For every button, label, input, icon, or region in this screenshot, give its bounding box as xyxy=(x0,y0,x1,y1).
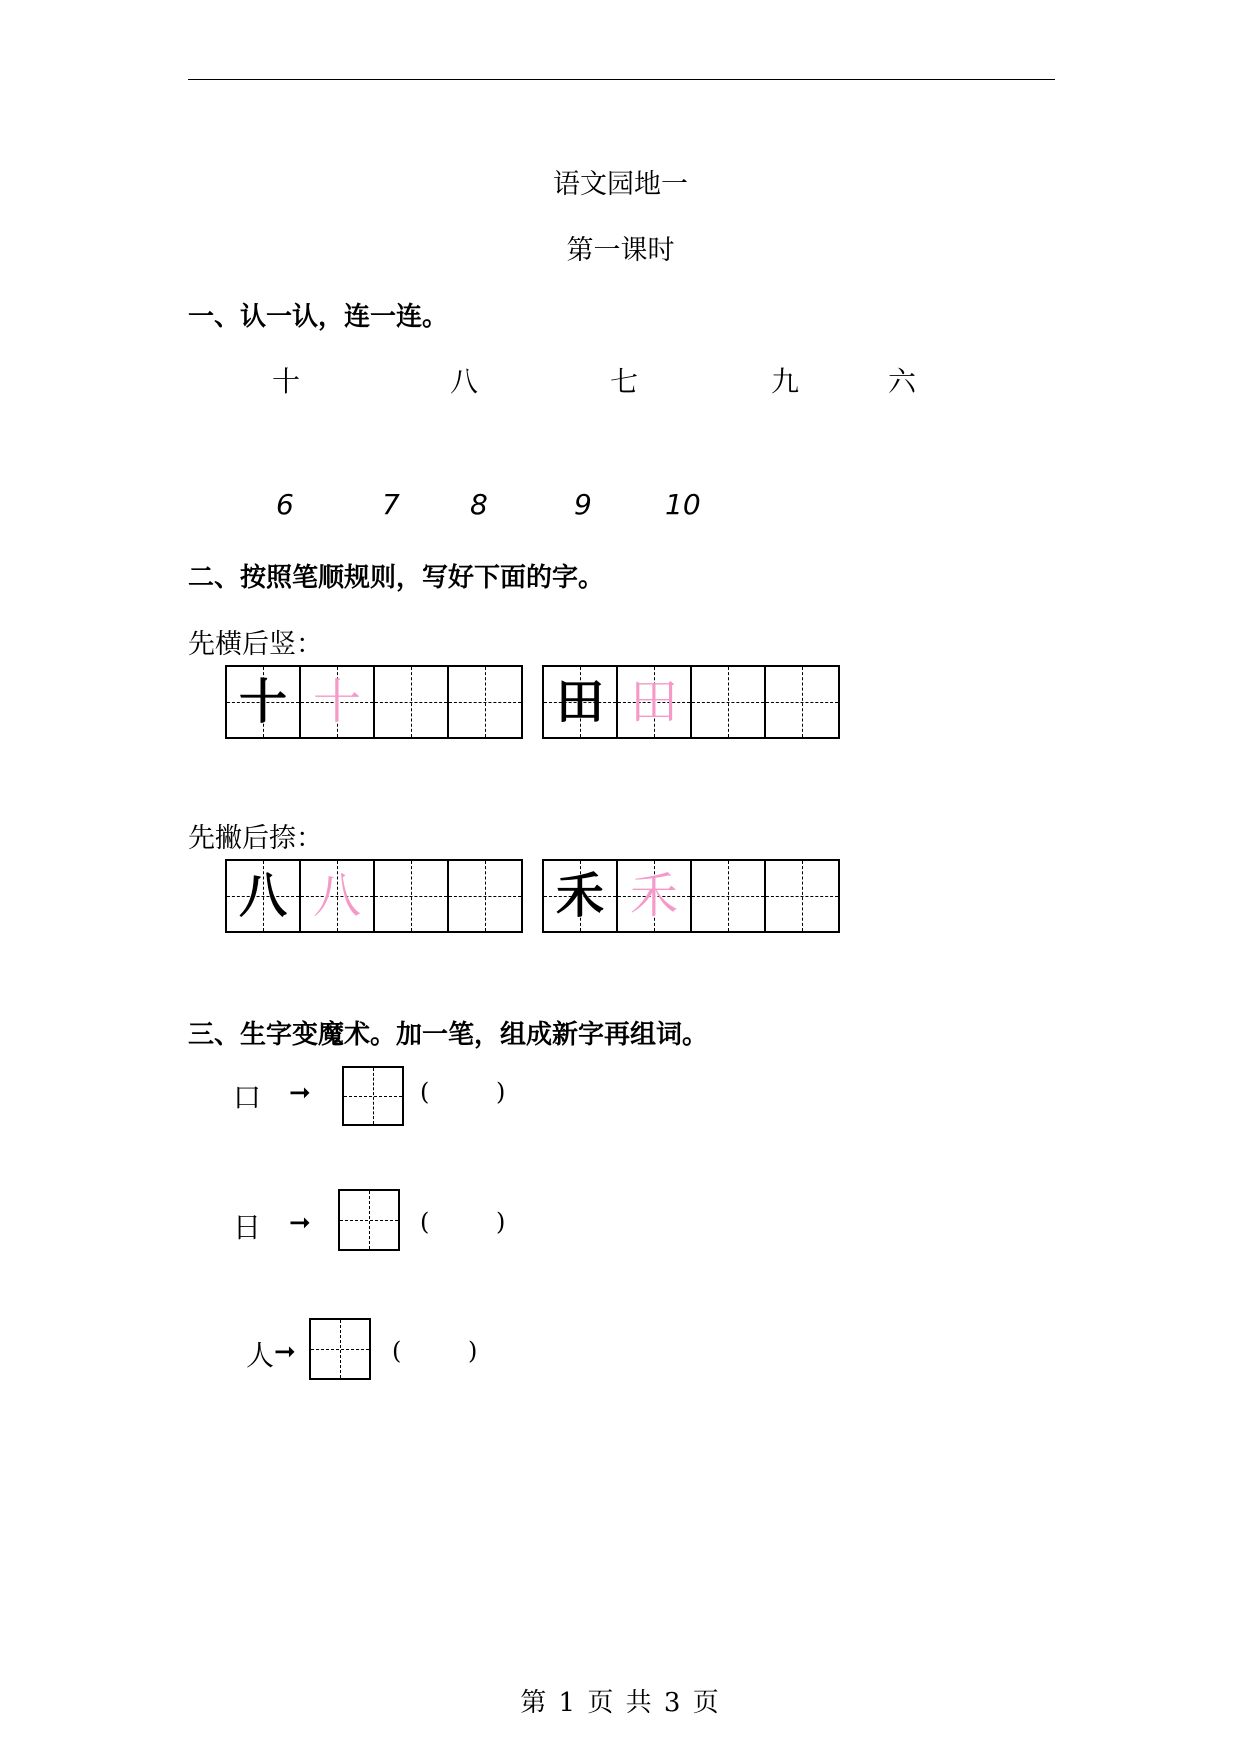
word-blank[interactable] xyxy=(438,1074,498,1110)
writing-cell[interactable] xyxy=(764,859,840,933)
match-number[interactable]: 10 xyxy=(665,488,701,521)
close-paren: ) xyxy=(496,1208,506,1236)
match-number[interactable]: 7 xyxy=(382,488,400,521)
section2-heading: 二、按照笔顺规则，写好下面的字。 xyxy=(188,563,605,593)
base-character: 人 xyxy=(246,1339,275,1372)
writing-cell[interactable] xyxy=(764,665,840,739)
writing-grid-row xyxy=(542,859,840,933)
trace-cell[interactable] xyxy=(299,859,375,933)
writing-grid-row xyxy=(225,665,523,739)
model-cell xyxy=(225,665,301,739)
open-paren: ( xyxy=(392,1337,402,1365)
trace-cell[interactable] xyxy=(616,665,692,739)
answer-box[interactable] xyxy=(338,1189,400,1251)
trace-character: 十 xyxy=(312,674,361,730)
writing-cell[interactable] xyxy=(373,665,449,739)
open-paren: ( xyxy=(420,1208,430,1236)
writing-cell[interactable] xyxy=(447,665,523,739)
trace-character: 八 xyxy=(312,868,361,924)
match-number[interactable]: 6 xyxy=(276,488,294,521)
trace-character: 禾 xyxy=(629,868,678,924)
word-blank[interactable] xyxy=(410,1333,470,1369)
base-character: 口 xyxy=(233,1081,262,1114)
answer-box[interactable] xyxy=(309,1318,371,1380)
arrow-icon: ➞ xyxy=(289,1078,311,1108)
writing-cell[interactable] xyxy=(447,859,523,933)
base-character: 日 xyxy=(233,1211,262,1244)
trace-cell[interactable] xyxy=(299,665,375,739)
writing-cell[interactable] xyxy=(690,665,766,739)
section1-heading: 一、认一认，连一连。 xyxy=(188,302,449,332)
close-paren: ) xyxy=(496,1078,506,1106)
model-character: 禾 xyxy=(555,868,604,924)
arrow-icon: ➞ xyxy=(274,1337,296,1367)
page-title: 语文园地一 xyxy=(553,169,688,200)
model-cell xyxy=(542,665,618,739)
model-character: 田 xyxy=(555,674,604,730)
model-cell xyxy=(225,859,301,933)
model-character: 八 xyxy=(238,868,287,924)
page-subtitle: 第一课时 xyxy=(566,235,675,266)
word-blank[interactable] xyxy=(438,1204,498,1240)
writing-cell[interactable] xyxy=(690,859,766,933)
open-paren: ( xyxy=(420,1078,430,1106)
page-number: 第 1 页 共 3 页 xyxy=(520,1688,721,1718)
match-character[interactable]: 八 xyxy=(450,365,479,398)
writing-cell[interactable] xyxy=(373,859,449,933)
model-character: 十 xyxy=(238,674,287,730)
match-character[interactable]: 六 xyxy=(888,365,917,398)
match-character[interactable]: 七 xyxy=(610,365,639,398)
writing-grid-row xyxy=(542,665,840,739)
match-number[interactable]: 8 xyxy=(470,488,488,521)
trace-character: 田 xyxy=(629,674,678,730)
writing-grid-row xyxy=(225,859,523,933)
header-rule xyxy=(188,79,1055,80)
stroke-rule-label: 先横后竖： xyxy=(188,629,323,660)
arrow-icon: ➞ xyxy=(289,1208,311,1238)
match-character[interactable]: 十 xyxy=(272,365,301,398)
close-paren: ) xyxy=(468,1337,478,1365)
match-number[interactable]: 9 xyxy=(574,488,592,521)
section3-heading: 三、生字变魔术。加一笔，组成新字再组词。 xyxy=(188,1020,709,1050)
match-character[interactable]: 九 xyxy=(771,365,800,398)
stroke-rule-label: 先撇后捺： xyxy=(188,823,323,854)
answer-box[interactable] xyxy=(342,1066,404,1126)
trace-cell[interactable] xyxy=(616,859,692,933)
model-cell xyxy=(542,859,618,933)
